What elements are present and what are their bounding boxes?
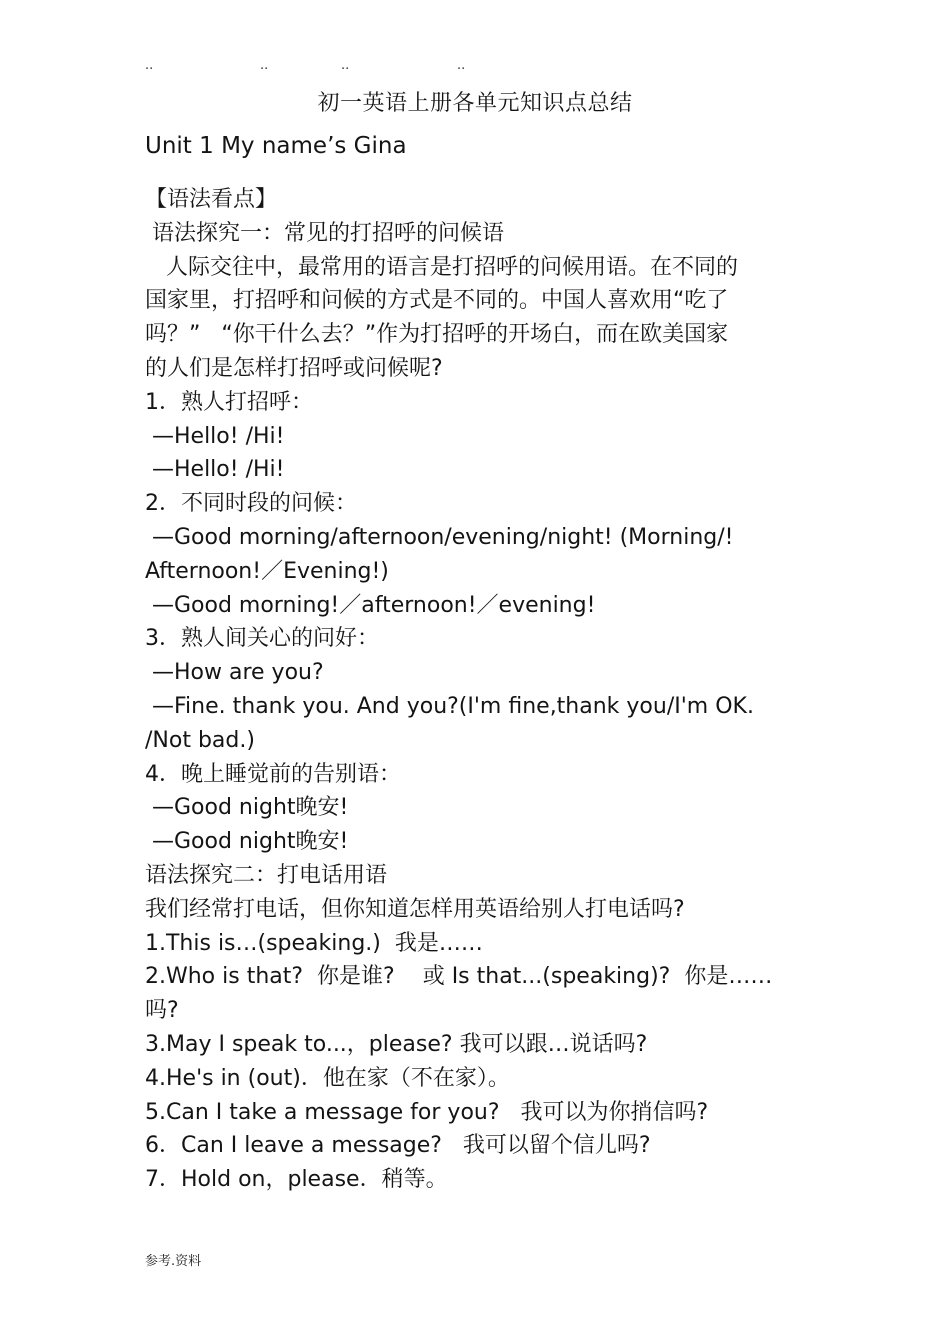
list-item: 1.This is…(speaking.) 我是…… xyxy=(145,930,483,956)
document-body xyxy=(145,183,835,1197)
dialogue-line: —How are you? xyxy=(145,660,324,686)
dialogue-line: —Hello! /Hi! xyxy=(145,423,285,449)
paragraph-line: 的人们是怎样打招呼或问候呢? xyxy=(145,355,443,381)
header-marks xyxy=(0,58,950,78)
dialogue-line: /Not bad.) xyxy=(145,727,255,753)
unit-heading: Unit 1 My name’s Gina xyxy=(145,133,407,159)
paragraph-line: 人际交往中，最常用的语言是打招呼的问候用语。在不同的 xyxy=(145,254,738,280)
document-title: 初一英语上册各单元知识点总结 xyxy=(317,91,633,116)
header-mark: .. xyxy=(457,58,466,73)
dialogue-line: —Good morning!／afternoon!／evening! xyxy=(145,592,596,618)
header-mark: .. xyxy=(145,58,154,73)
paragraph-line: 吗？” “你干什么去？”作为打招呼的开场白，而在欧美国家 xyxy=(145,322,729,348)
dialogue-line: Afternoon!／Evening!) xyxy=(145,558,389,584)
list-item: 2．不同时段的问候： xyxy=(145,491,357,517)
list-item: 3.May I speak to...，please? 我可以跟…说话吗? xyxy=(145,1031,648,1057)
section-heading: 【语法看点】 xyxy=(145,187,278,212)
list-item: 4．晚上睡觉前的告别语： xyxy=(145,761,401,787)
page-footer: 参考.资料 xyxy=(145,1254,202,1269)
list-item: 6．Can I leave a message? 我可以留个信儿吗? xyxy=(145,1133,651,1159)
paragraph-line: 我们经常打电话，但你知道怎样用英语给别人打电话吗? xyxy=(145,896,685,922)
subsection-heading: 语法探究二：打电话用语 xyxy=(145,862,388,888)
list-item: 3．熟人间关心的问好： xyxy=(145,626,379,652)
header-mark: .. xyxy=(260,58,269,73)
header-mark: .. xyxy=(341,58,350,73)
dialogue-line: —Good morning/afternoon/evening/night! (Morning/! xyxy=(145,524,734,550)
list-item: 2.Who is that? 你是谁? 或 Is that...(speaking)? 你是…… xyxy=(145,964,773,990)
list-item: 4.He's in (out)．他在家（不在家）。 xyxy=(145,1065,510,1091)
list-item: 1．熟人打招呼： xyxy=(145,389,313,415)
dialogue-line: —Hello! /Hi! xyxy=(145,457,285,483)
list-item: 5.Can I take a message for you? 我可以为你捎信吗? xyxy=(145,1099,709,1125)
list-item: 7．Hold on，please．稍等。 xyxy=(145,1167,448,1193)
paragraph-line: 吗? xyxy=(145,998,179,1024)
subsection-heading: 语法探究一：常见的打招呼的问候语 xyxy=(145,220,504,246)
dialogue-line: —Good night晚安! xyxy=(145,795,349,821)
dialogue-line: —Fine. thank you. And you?(I'm fine,thank you/I'm OK. xyxy=(145,693,754,719)
dialogue-line: —Good night晚安! xyxy=(145,829,349,855)
paragraph-line: 国家里，打招呼和问候的方式是不同的。中国人喜欢用“吃了 xyxy=(145,288,729,314)
